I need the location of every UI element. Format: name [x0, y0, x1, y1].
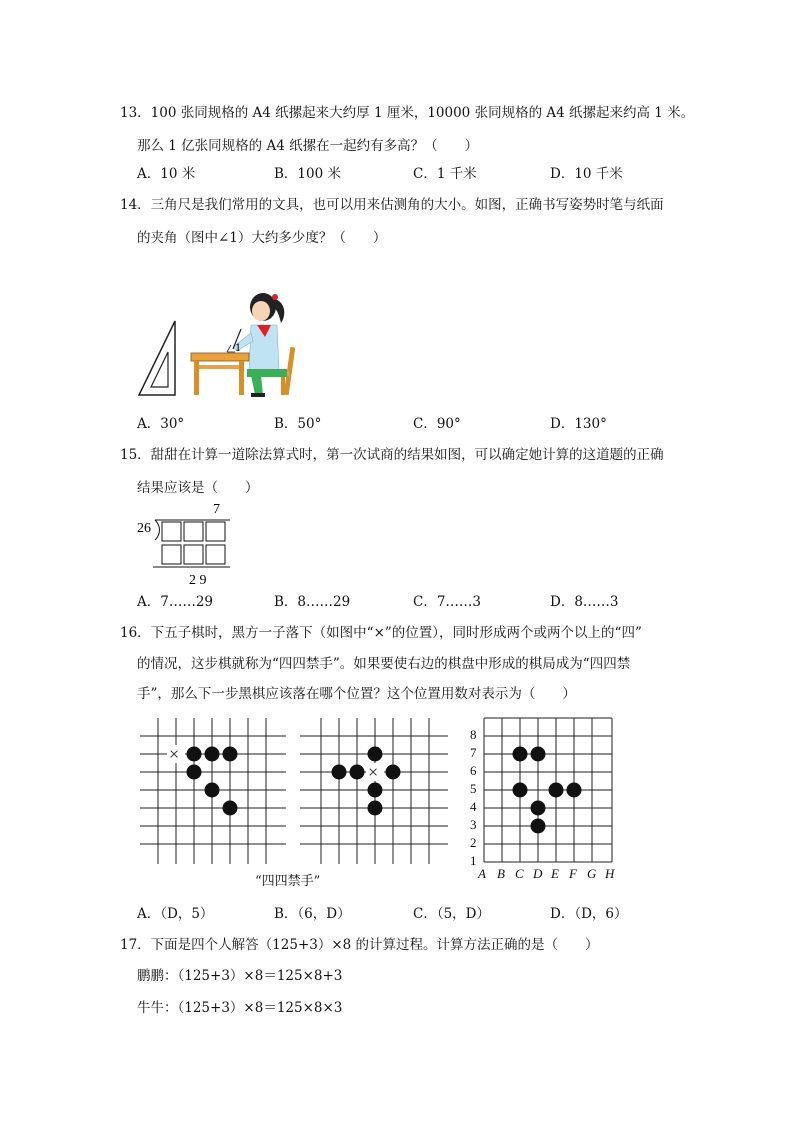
example-board-1: [140, 714, 290, 866]
q13-stem-line2: 那么 1 亿张同规格的 A4 纸摞在一起约有多高？（ ）: [137, 138, 479, 154]
q15-long-division-figure: [135, 498, 245, 588]
q16-stem-line2: 的情况，这步棋就称为“四四禁手”。如果要使右边的棋盘中形成的棋局成为“四四禁: [137, 656, 631, 672]
triangle-ruler-illustration: [139, 321, 175, 395]
col-label: G: [587, 866, 597, 881]
q17-solution-pengpeng: 鹏鹏：（125+3）×8＝125×8+3: [137, 968, 343, 984]
q15-stem-line2: 结果应该是（ ）: [137, 480, 259, 496]
divisor: 26: [137, 521, 151, 536]
row-label: 8: [470, 727, 477, 742]
q16-stem-line1: 16．下五子棋时，黑方一子落下（如图中“×”的位置），同时形成两个或两个以上的“四”: [120, 625, 642, 641]
q14-stem-line2: 的夹角（图中∠1）大约多少度？（ ）: [137, 230, 387, 246]
q16-stem-line3: 手”，那么下一步黑棋应该落在哪个位置？这个位置用数对表示为（ ）: [137, 686, 576, 702]
q13-option-d[interactable]: D．10 千米: [550, 166, 623, 182]
q16-option-a[interactable]: A．（D，5）: [137, 906, 214, 922]
desk-illustration: [191, 353, 249, 395]
q14-option-d[interactable]: D．130°: [550, 416, 607, 432]
product-boxes: [162, 545, 225, 564]
q13-option-a[interactable]: A．10 米: [137, 166, 196, 182]
q16-option-d[interactable]: D．（D，6）: [550, 906, 628, 922]
q15-stem-line1: 15．甜甜在计算一道除法算式时，第一次试商的结果如图，可以确定她计算的这道题的正确: [120, 447, 664, 463]
q14-stem-line1: 14．三角尺是我们常用的文具，也可以用来估测角的大小。如图，正确书写姿势时笔与纸面: [120, 197, 664, 213]
col-label: A: [478, 866, 486, 881]
example-board-2: [300, 714, 452, 866]
q17-stem-line1: 17．下面是四个人解答（125+3）×8 的计算过程。计算方法正确的是（ ）: [120, 937, 599, 953]
q14-option-c[interactable]: C．90°: [413, 416, 461, 432]
q13-stem-line1: 13．100 张同规格的 A4 纸摞起来大约厚 1 厘米，10000 张同规格的 A4 纸摞起来约高 1 米。: [120, 105, 695, 121]
remainder: 2 9: [189, 573, 207, 588]
row-label: 4: [470, 799, 477, 814]
row-label: 5: [470, 781, 477, 796]
col-label: E: [551, 866, 559, 881]
q16-option-c[interactable]: C．（5，D）: [413, 906, 490, 922]
q15-option-c[interactable]: C．7……3: [413, 594, 482, 610]
q13-option-b[interactable]: B．100 米: [274, 166, 341, 182]
row-label: 7: [470, 745, 477, 760]
q14-option-b[interactable]: B．50°: [274, 416, 322, 432]
row-label: 2: [470, 835, 477, 850]
q17-solution-niuniu: 牛牛：（125+3）×8＝125×8×3: [137, 1000, 343, 1016]
q14-option-a[interactable]: A．30°: [137, 416, 185, 432]
q15-option-d[interactable]: D．8……3: [550, 594, 619, 610]
q15-option-a[interactable]: A．7……29: [137, 594, 214, 610]
row-label: 1: [470, 853, 477, 868]
board-caption: “四四禁手”: [255, 874, 321, 889]
forbidden-move-mark: ×: [368, 762, 379, 782]
q16-option-b[interactable]: B．（6，D）: [274, 906, 351, 922]
q13-option-c[interactable]: C．1 千米: [413, 166, 477, 182]
col-label: D: [533, 866, 543, 881]
forbidden-move-mark: ×: [169, 744, 180, 764]
quotient-digit: 7: [213, 502, 220, 517]
col-label: B: [497, 866, 505, 881]
q14-writing-posture-figure: [135, 285, 305, 400]
col-label: C: [515, 866, 524, 881]
col-label: H: [605, 866, 615, 881]
q14-angle-label: 1: [235, 340, 241, 354]
col-label: F: [569, 866, 577, 881]
dividend-boxes: [162, 522, 225, 541]
coordinate-board: [462, 712, 622, 882]
q15-option-b[interactable]: B．8……29: [274, 594, 351, 610]
row-label: 6: [470, 763, 477, 778]
row-label: 3: [470, 817, 477, 832]
